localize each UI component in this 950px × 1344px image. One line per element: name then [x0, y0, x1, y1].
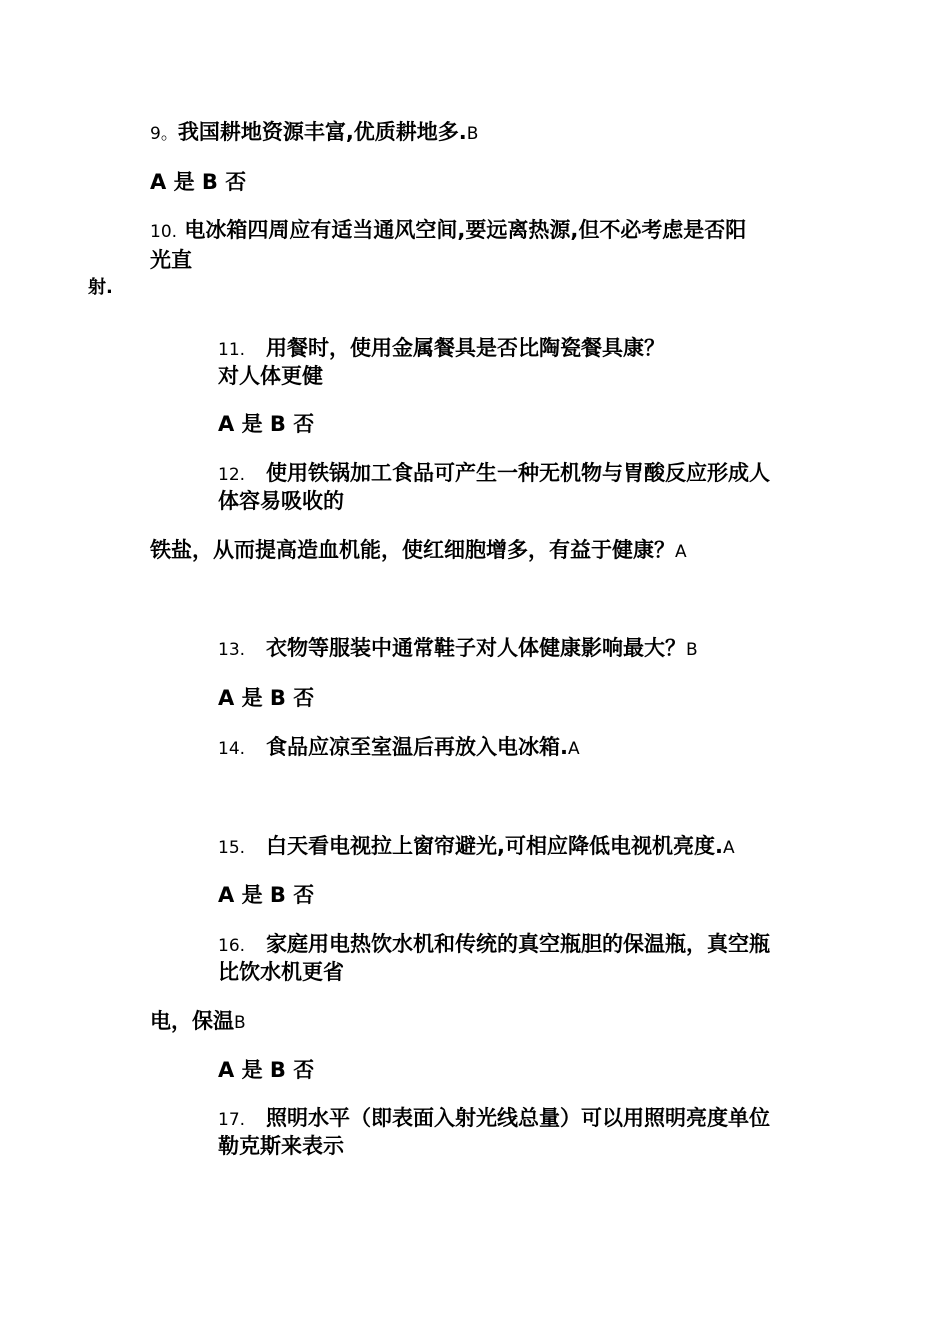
question-text-line-1: 用餐时，使用金属餐具是否比陶瓷餐具康？ — [266, 336, 665, 360]
question-text-line-2: 光直 — [150, 248, 192, 272]
question-12 — [218, 459, 770, 489]
question-text-line-1: 使用铁锅加工食品可产生一种无机物与胃酸反应形成人 — [266, 461, 770, 485]
question-17 — [218, 1104, 770, 1134]
answer-key: A — [675, 542, 687, 562]
question-text-line-1: 照明水平（即表面入射光线总量）可以用照明亮度单位 — [266, 1106, 770, 1130]
question-number: 14. — [218, 739, 246, 759]
question-text: 衣物等服装中通常鞋子对人体健康影响最大？ — [266, 636, 686, 660]
question-11-cont — [218, 362, 323, 390]
options-q13 — [218, 684, 314, 712]
options-q15 — [218, 881, 314, 909]
question-text-line-3: 电，保温 — [150, 1009, 234, 1033]
question-number: 16. — [218, 936, 246, 956]
answer-key: A — [567, 739, 580, 759]
answer-key: B — [686, 640, 698, 660]
options-q16 — [218, 1056, 314, 1084]
question-number: 17. — [218, 1110, 246, 1130]
answer-key: A — [722, 838, 735, 858]
question-15 — [218, 832, 735, 862]
question-12-tail — [150, 536, 687, 566]
question-text-line-2: 体容易吸收的 — [218, 489, 344, 513]
question-text-line-1: 电冰箱四周应有适当通风空间,要远离热源,但不必考虑是否阳 — [184, 218, 747, 242]
question-9 — [150, 118, 478, 148]
question-text: 白天看电视拉上窗帘避光,可相应降低电视机亮度. — [266, 834, 723, 858]
answer-options: A 是 B 否 — [150, 170, 247, 194]
answer-options: A 是 B 否 — [218, 1058, 315, 1082]
question-10 — [150, 216, 746, 246]
answer-key: B — [466, 124, 479, 144]
answer-key: B — [234, 1013, 246, 1033]
question-number: 13. — [218, 640, 246, 660]
question-number: 11. — [218, 340, 246, 360]
question-text-line-3: 铁盐，从而提高造血机能，使红细胞增多，有益于健康？ — [150, 538, 675, 562]
question-16 — [218, 930, 770, 960]
question-number: 15. — [218, 838, 246, 858]
question-text-line-2: 勒克斯来表示 — [218, 1134, 344, 1158]
question-17-cont — [218, 1132, 344, 1160]
question-14 — [218, 733, 580, 763]
question-10-tail — [88, 274, 113, 302]
question-10-cont — [150, 246, 192, 274]
question-text-line-3: 射. — [88, 277, 113, 298]
answer-options: A 是 B 否 — [218, 412, 315, 436]
question-11 — [218, 334, 665, 364]
question-16-cont — [218, 958, 344, 986]
answer-options: A 是 B 否 — [218, 686, 315, 710]
question-number: 12. — [218, 465, 246, 485]
question-13 — [218, 634, 698, 664]
question-text: 我国耕地资源丰富,优质耕地多. — [177, 120, 467, 144]
question-text: 食品应凉至室温后再放入电冰箱. — [266, 735, 568, 759]
question-number: 10. — [150, 222, 178, 242]
options-q9 — [150, 168, 246, 196]
question-number: 9。 — [150, 124, 178, 144]
question-text-line-1: 家庭用电热饮水机和传统的真空瓶胆的保温瓶，真空瓶 — [266, 932, 770, 956]
answer-options: A 是 B 否 — [218, 883, 315, 907]
question-12-cont — [218, 487, 344, 515]
question-text-line-2: 比饮水机更省 — [218, 960, 344, 984]
options-q11 — [218, 410, 314, 438]
question-text-line-2: 对人体更健 — [218, 364, 323, 388]
question-16-tail — [150, 1007, 246, 1037]
